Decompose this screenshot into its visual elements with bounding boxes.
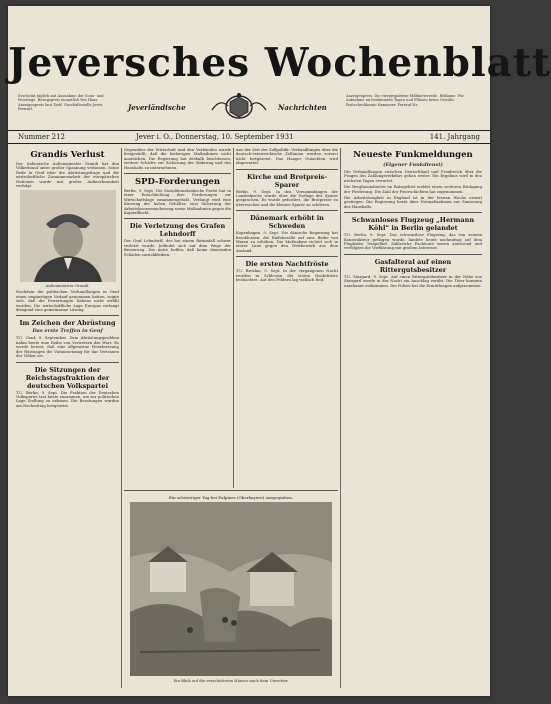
article-subheadline: Das erste Treffen in Genf xyxy=(32,328,103,335)
article-headline: Kirche und Brotpreis-Sparer xyxy=(246,172,328,189)
article-text: Nachdem die politischen Verhandlungen in Genf einen ungünstigen Verlauf genommen hatten, zeigte sich, daß die Erwartungen Italiens nicht erfüllt wurden. Die wirtschaftliche Lage Europas verlangt dringend eine gemeinsame Lösung. xyxy=(16,289,119,313)
divider xyxy=(236,256,338,257)
divider xyxy=(236,169,338,170)
news-photo xyxy=(130,502,332,676)
article-text: Aus der Zeit der Zollpolitik: Verhandlungen über die deutsch-österreichische Zollunion werden vorerst nicht fortgesetzt. Das Haager Gutachten wird abgewartet. xyxy=(236,147,338,166)
masthead-subtitle-left: Jeverländische xyxy=(128,103,186,112)
issue-date: Jever i. O., Donnerstag, 10. September 1931 xyxy=(136,132,294,141)
article-headline: Neueste Funkmeldungen xyxy=(353,150,473,160)
column-divider xyxy=(233,148,234,488)
article-text: Die Verhandlungen zwischen Deutschland und Frankreich über die Fragen des Zahlungsverkehrs gehen weiter. Ein Ergebnis wird in den nächsten Tagen erwartet. xyxy=(344,169,482,183)
landslide-photo-icon xyxy=(130,502,332,676)
article-headline: Dänemark erhöht in Schweden xyxy=(250,214,324,231)
divider xyxy=(236,210,338,211)
article-text: T.U. Berlin, 9. Sept. Das schwanzlose Flugzeug, das von seinem Konstrukteur geflogen wurde, landete heute nachmittag auf dem Flughafen Tempelhof. Zahlreiche Fachleute waren anwesend und verfolgten die Vorführung mit großem Interesse. xyxy=(344,232,482,251)
masthead-left-info: Erscheint täglich mit Ausnahme der Sonn- und Feiertage. Bezugspreis monatlich frei Haus. Anzeigenpreis laut Tarif. Geschäftsstelle Jever, Fernruf. xyxy=(18,94,104,111)
column-2 xyxy=(124,148,231,488)
article-text: T.U. Stargard, 9. Sept. Auf einen Rittergutsbesitzer in der Nähe von Stargard wurde in der Nacht ein Anschlag verübt. Die Täter konnten unerkannt entkommen. Die Polizei hat die Ermittlungen aufgenommen. xyxy=(344,273,482,288)
photo-subcaption: Ein Blick auf die verschütteten Häuser nach dem Unwetter. xyxy=(173,678,289,683)
divider xyxy=(344,212,482,213)
article-headline: Die Verletzung des Grafen Lehndorff xyxy=(129,222,226,239)
article-headline: Im Zeichen der Abrüstung xyxy=(19,319,116,328)
issue-year: 141. Jahrgang xyxy=(429,132,480,141)
divider xyxy=(344,254,482,255)
newspaper-page xyxy=(8,6,551,696)
dateline xyxy=(8,130,490,144)
article-text: Der Graf Lehndorff, der bei einem Reitunfall schwer verletzt wurde, befindet sich auf dem Wege der Besserung. Die Ärzte hoffen, daß keine dauernden Schäden zurückbleiben. xyxy=(124,238,231,257)
person-portrait-icon xyxy=(20,190,116,282)
column-1 xyxy=(16,148,119,688)
masthead-subtitle-right: Nachrichten xyxy=(278,103,327,112)
divider xyxy=(16,315,119,316)
article-text: Der italienische Außenminister Grandi hat den Völkerbund unter großer Spannung verlassen. Seine Rede in Genf über die Abrüstungsfrage und die wirtschaftliche Zusammenarbeit der europäischen Nationen wurde mit großer Aufmerksamkeit verfolgt. xyxy=(16,161,119,189)
article-headline: Die Sitzungen der Reichstagsfraktion der deutschen Volkspartei xyxy=(25,365,110,390)
column-divider xyxy=(121,148,122,688)
article-headline: SPD-Forderungen xyxy=(134,177,221,188)
divider xyxy=(124,218,231,219)
masthead xyxy=(8,6,551,134)
article-subheadline: (Eigener Funkdienst) xyxy=(383,162,443,168)
portrait-photo xyxy=(20,190,116,282)
article-text: Die Bergbauindustrie im Ruhrgebiet meldet einen weiteren Rückgang der Förderung. Die Zahl der Feierschichten hat zugenommen. xyxy=(344,184,482,194)
article-headline: Die ersten Nachtfröste xyxy=(245,260,329,269)
column-3 xyxy=(236,148,338,488)
article-text: Kopenhagen, 9. Sept. Die dänische Regierung hat beschlossen, die Einfuhrzölle auf eine Reihe von Waren zu erhöhen. Die Maßnahme richtet sich in erster Linie gegen den Wettbewerb aus dem Ausland. xyxy=(236,230,338,253)
coat-of-arms-icon xyxy=(208,92,270,120)
article-text: T.U. Genf, 9. September. Zum Abrüstungsproblem nahm heute eine Reihe von Vertretern das Wort. Es wurde betont, daß eine allgemeine Herabsetzung der Rüstungen die Voraussetzung für das Vertrauen der Völker sei. xyxy=(16,335,119,359)
masthead-right-info: Anzeigenpreis: Die viergespaltene Millimeterzeile, Reklame. Für Aufnahme an bestimmten Tagen und Plätzen keine Gewähr. Postscheckkonto Hannover. Fernruf Nr. xyxy=(346,94,465,107)
column-4 xyxy=(344,148,482,688)
article-text: Die Arbeitslosigkeit in England ist in der letzten Woche erneut gestiegen. Die Regierung berät über Notmaßnahmen zur Sanierung des Haushalts. xyxy=(344,195,482,209)
article-text: Berlin, 9. Sept. Die Sozialdemokratische Partei hat in einer Entschließung ihre Forderungen zur Wirtschaftslage zusammengefaßt. Verlangt wird eine Kürzung der hohen Gehälter, eine Sicherung der Arbeitslosenversicherung sowie Maßnahmen gegen die Kapitalflucht. xyxy=(124,188,231,216)
column-divider xyxy=(340,148,341,688)
article-text: Berlin, 9. Sept. In den Versammlungen der Landeskirche wurde über die Notlage der Sparer gesprochen. Es wurde gefordert, die Brotpreise zu überwachen und die kleinen Sparer zu schützen. xyxy=(236,188,338,207)
divider xyxy=(124,173,231,174)
article-headline: Gasfalteral auf einen Rittergutsbesitzer xyxy=(374,257,452,274)
photo-caption: Ein schwieriger Tag bei Fulpmes (Oberbayern) ausgegraben. xyxy=(168,495,294,500)
article-text: Gegenüber der Wirtschaft und den Verbänden wurde festgestellt, daß die bisherigen Maßnahmen nicht ausreichen. Die Regierung hat deshalb beschlossen, weitere Schritte zur Sicherung der Währung und des Haushalts zu unternehmen. xyxy=(124,147,231,170)
divider xyxy=(16,362,119,363)
article-headline: Grandis Verlust xyxy=(30,150,105,160)
article-headline: Schwanloses Flugzeug „Hermann Köhl“ in Berlin gelandet xyxy=(351,216,475,233)
newspaper-title: Jeversches Wochenblatt xyxy=(8,40,551,86)
article-text: T.U. Berlin, 9. Sept. Die Fraktion der Deutschen Volkspartei trat heute zusammen, um zur politischen Lage Stellung zu nehmen. Die Beratungen wurden am Nachmittag fortgesetzt. xyxy=(16,389,119,408)
article-text: T.U. Breslau, 9. Sept. In der vergangenen Nacht wurden in Schlesien die ersten Nachtfröste beobachtet. Auf den Feldern lag vielfach Reif. xyxy=(236,268,338,283)
news-photo-block xyxy=(124,494,338,690)
portrait-caption: Außenminister Grandi. xyxy=(45,283,90,289)
issue-number: Nummer 212 xyxy=(18,132,65,141)
divider xyxy=(124,490,338,491)
